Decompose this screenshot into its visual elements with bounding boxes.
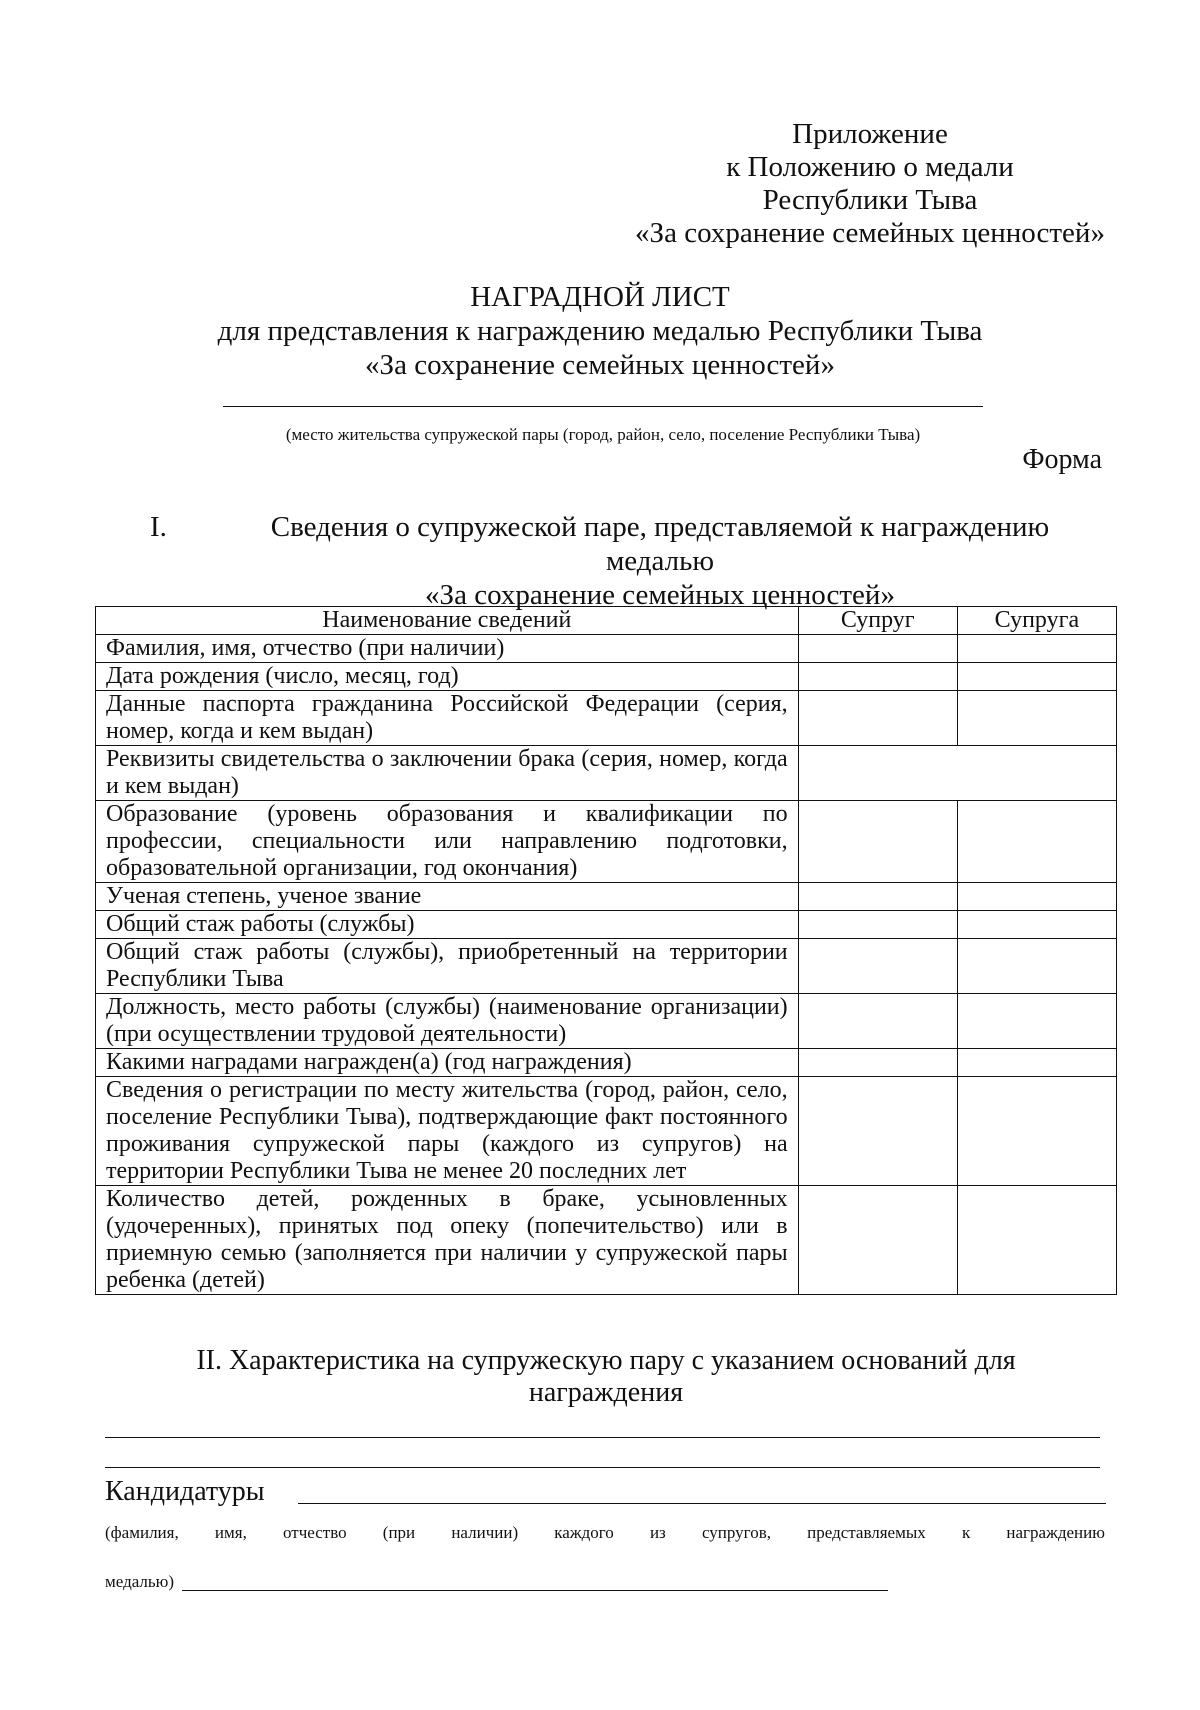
row-label: Какими наградами награжден(а) (год награждения) xyxy=(96,1049,799,1077)
husband-cell[interactable] xyxy=(798,883,957,911)
place-line[interactable] xyxy=(223,406,983,407)
candidates-line[interactable] xyxy=(298,1503,1106,1504)
row-label: Общий стаж работы (службы) xyxy=(96,911,799,939)
section-title: II. Характеристика на супружескую пару с указанием оснований для xyxy=(196,1345,1016,1376)
characteristic-line[interactable] xyxy=(105,1437,1100,1438)
annex-line: «За сохранение семейных ценностей» xyxy=(635,217,1105,249)
wife-cell[interactable] xyxy=(957,691,1116,746)
annex-block xyxy=(630,118,1110,250)
note-word: из xyxy=(649,1523,666,1542)
annex-line: к Положению о медали xyxy=(726,151,1014,183)
note-word: к xyxy=(961,1523,971,1542)
row-label: Общий стаж работы (службы), приобретенный на территории Республики Тыва xyxy=(96,939,799,994)
annex-line: Республики Тыва xyxy=(762,184,978,216)
document-title xyxy=(0,280,1200,382)
wife-cell[interactable] xyxy=(957,994,1116,1049)
wife-cell[interactable] xyxy=(957,1077,1116,1186)
husband-cell[interactable] xyxy=(798,1049,957,1077)
row-label: Дата рождения (число, месяц, год) xyxy=(96,663,799,691)
row-label: Должность, место работы (службы) (наименование организации) (при осуществлении трудовой деятельности) xyxy=(96,994,799,1049)
table-row xyxy=(96,994,1117,1049)
row-label: Фамилия, имя, отчество (при наличии) xyxy=(96,635,799,663)
husband-cell[interactable] xyxy=(798,691,957,746)
candidates-note-end: медалью) xyxy=(105,1572,175,1591)
table-row xyxy=(96,939,1117,994)
row-label: Образование (уровень образования и квалификации по профессии, специальности или направлению подготовки, образовательной организации, год окончания) xyxy=(96,801,799,883)
husband-cell[interactable] xyxy=(798,1186,957,1295)
husband-cell[interactable] xyxy=(798,994,957,1049)
section-number: I. xyxy=(150,511,167,543)
note-word: представляемых xyxy=(807,1523,926,1542)
table-row xyxy=(96,801,1117,883)
husband-cell[interactable] xyxy=(798,801,957,883)
table-header-row xyxy=(96,607,1117,635)
note-word: супругов, xyxy=(701,1523,771,1542)
characteristic-line[interactable] xyxy=(105,1467,1100,1468)
row-label: Сведения о регистрации по месту жительства (город, район, село, поселение Республики Тыва), подтверждающие факт постоянного проживания супружеской пары (каждого из супругов) на территории Республики Тыва не менее 20 последних лет xyxy=(96,1077,799,1186)
wife-cell[interactable] xyxy=(957,663,1116,691)
section-2-heading xyxy=(95,1345,1117,1409)
candidates-note xyxy=(105,1523,1105,1543)
husband-cell[interactable] xyxy=(798,911,957,939)
annex-line: Приложение xyxy=(792,118,948,150)
column-header: Супруга xyxy=(957,607,1116,635)
wife-cell[interactable] xyxy=(957,635,1116,663)
note-word: отчество xyxy=(283,1523,347,1542)
husband-cell[interactable] xyxy=(798,663,957,691)
table-row xyxy=(96,911,1117,939)
section-title: «За сохранение семейных ценностей» xyxy=(425,579,895,611)
note-word: наличии) xyxy=(451,1523,519,1542)
husband-cell[interactable] xyxy=(798,635,957,663)
info-table xyxy=(95,606,1117,1295)
form-label: Форма xyxy=(1022,444,1102,475)
row-label: Ученая степень, ученое звание xyxy=(96,883,799,911)
candidates-note-line[interactable] xyxy=(182,1590,888,1591)
table-row xyxy=(96,691,1117,746)
table-row xyxy=(96,635,1117,663)
wife-cell[interactable] xyxy=(957,911,1116,939)
place-note: (место жительства супружеской пары (город, район, село, поселение Республики Тыва) xyxy=(285,425,921,444)
table-row xyxy=(96,663,1117,691)
table-row xyxy=(96,746,1117,801)
row-label: Данные паспорта гражданина Российской Федерации (серия, номер, когда и кем выдан) xyxy=(96,691,799,746)
column-header: Супруг xyxy=(798,607,957,635)
table-row xyxy=(96,1077,1117,1186)
table-row xyxy=(96,883,1117,911)
title-sub: для представления к награждению медалью Республики Тыва xyxy=(217,315,983,347)
title-main: НАГРАДНОЙ ЛИСТ xyxy=(470,281,730,313)
table-row xyxy=(96,1186,1117,1295)
column-header: Наименование сведений xyxy=(96,607,799,635)
note-word: (фамилия, xyxy=(105,1523,179,1542)
row-label: Количество детей, рожденных в браке, усыновленных (удочеренных), принятых под опеку (попечительство) или в приемную семью (заполняется при наличии у супружеской пары ребенка (детей) xyxy=(96,1186,799,1295)
husband-cell[interactable] xyxy=(798,939,957,994)
title-sub: «За сохранение семейных ценностей» xyxy=(365,349,835,381)
note-word: (при xyxy=(382,1523,416,1542)
section-1-heading xyxy=(150,510,1100,612)
note-word: награждению xyxy=(1006,1523,1105,1542)
husband-cell[interactable] xyxy=(798,1077,957,1186)
wife-cell[interactable] xyxy=(957,1186,1116,1295)
section-title: Сведения о супружеской паре, представляемой к награждению медалью xyxy=(270,511,1050,577)
candidates-label: Кандидатуры xyxy=(105,1476,265,1507)
note-word: имя, xyxy=(214,1523,247,1542)
wife-cell[interactable] xyxy=(957,801,1116,883)
note-word: каждого xyxy=(554,1523,614,1542)
wife-cell[interactable] xyxy=(957,883,1116,911)
row-label: Реквизиты свидетельства о заключении брака (серия, номер, когда и кем выдан) xyxy=(96,746,799,801)
table-row xyxy=(96,1049,1117,1077)
marriage-certificate-cell[interactable] xyxy=(798,746,1116,801)
section-title: награждения xyxy=(528,1377,684,1408)
wife-cell[interactable] xyxy=(957,1049,1116,1077)
wife-cell[interactable] xyxy=(957,939,1116,994)
